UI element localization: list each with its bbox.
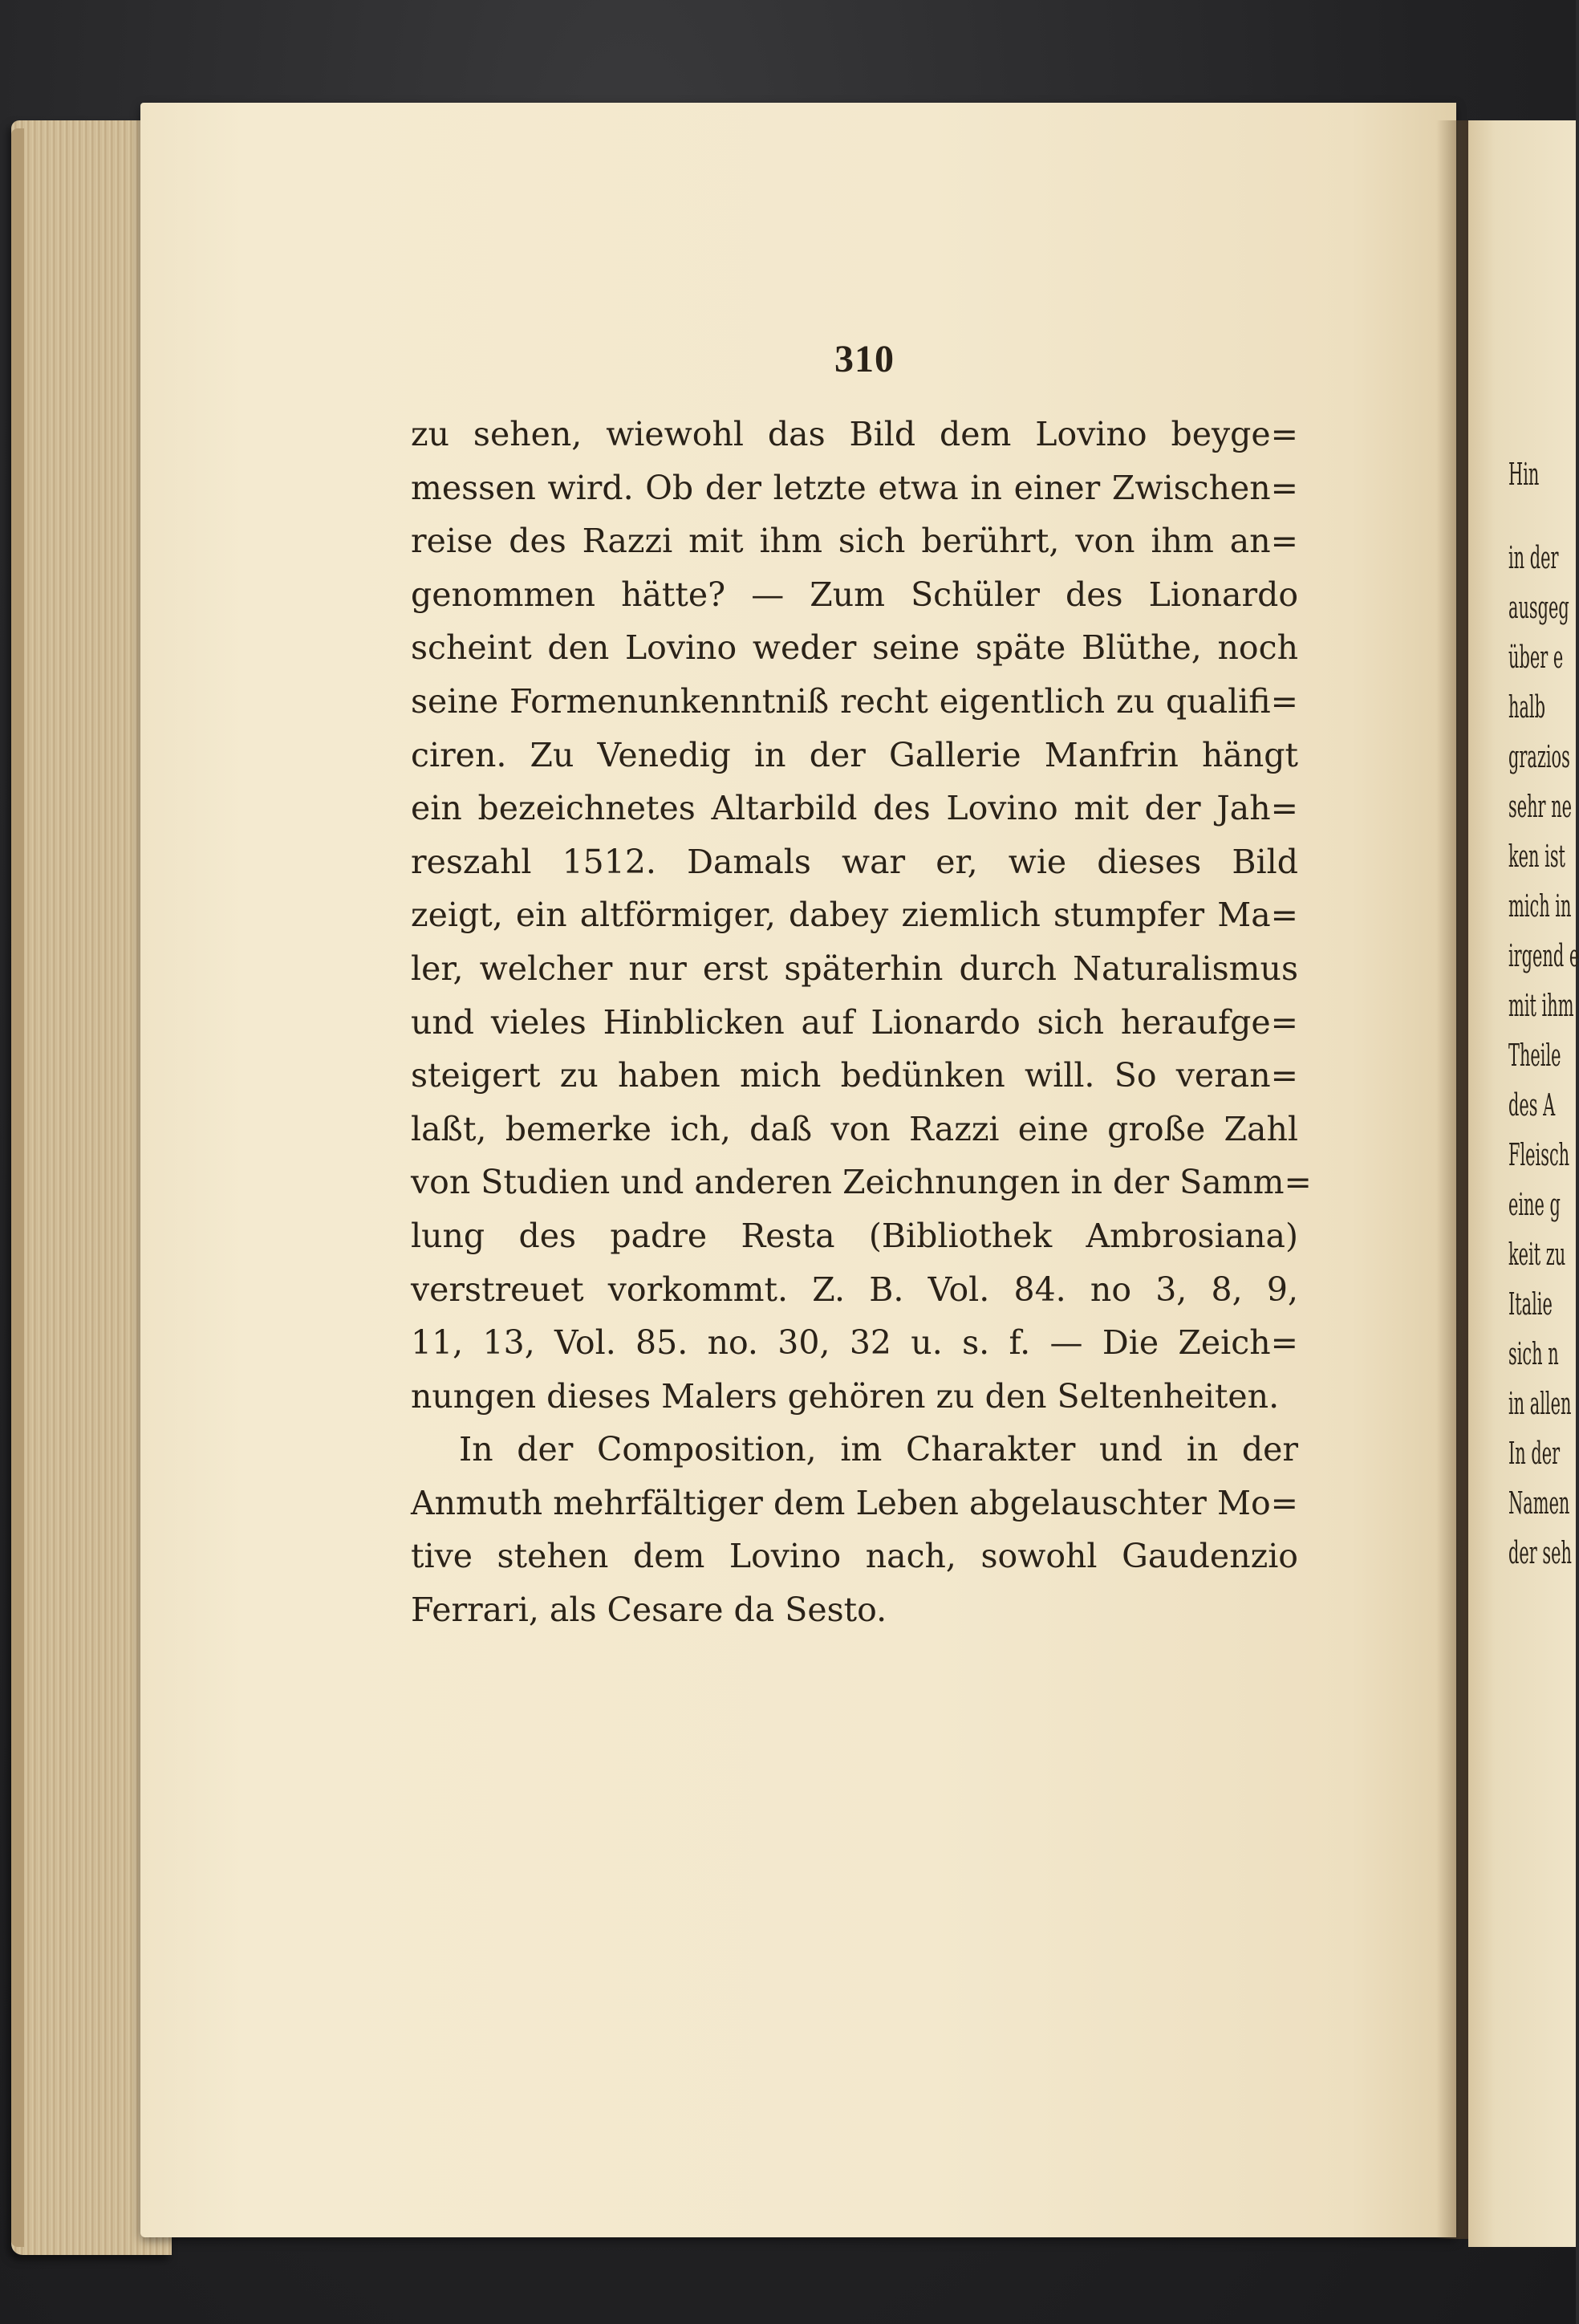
text-line: von Studien und anderen Zeichnungen in der Samm= <box>411 1163 1312 1202</box>
facing-line: in allen <box>1508 1386 1572 1421</box>
text-line: und vieles Hinblicken auf Lionardo sich heraufge= <box>411 1002 1298 1042</box>
page-edges-outer <box>11 128 24 2247</box>
body-text <box>411 408 1312 1637</box>
text-line: 11, 13, Vol. 85. no. 30, 32 u. s. f. — Die Zeich= <box>411 1323 1298 1363</box>
facing-line: ausgeg <box>1508 590 1569 625</box>
facing-line: ken ist <box>1508 839 1565 874</box>
text-line: ciren. Zu Venedig in der Gallerie Manfrin hängt <box>411 735 1298 774</box>
facing-line: über e <box>1508 640 1564 675</box>
text-line: zeigt, ein altförmiger, dabey ziemlich stumpfer Ma= <box>411 896 1298 935</box>
facing-line: der seh <box>1508 1535 1572 1570</box>
facing-line: irgend e <box>1508 938 1579 973</box>
text-line: lung des padre Resta (Bibliothek Ambrosiana) <box>411 1216 1298 1255</box>
facing-line: des A <box>1508 1087 1556 1123</box>
facing-line: In der <box>1508 1436 1561 1471</box>
text-line: Ferrari, als Cesare da Sesto. <box>411 1591 887 1630</box>
text-line: ein bezeichnetes Altarbild des Lovino mit der Jah= <box>411 789 1298 828</box>
facing-line: keit zu <box>1508 1237 1566 1272</box>
text-line: genommen hätte? — Zum Schüler des Lionardo <box>411 575 1298 614</box>
text-line: laßt, bemerke ich, daß von Razzi eine große Zahl <box>411 1109 1298 1148</box>
facing-page-text <box>1508 417 1579 1578</box>
text-line: tive stehen dem Lovino nach, sowohl Gaudenzio <box>411 1537 1298 1576</box>
facing-line: Italie <box>1508 1286 1553 1322</box>
facing-line: eine g <box>1508 1187 1561 1222</box>
facing-line: in der <box>1508 540 1559 575</box>
facing-line: Namen <box>1508 1485 1570 1521</box>
text-line: reise des Razzi mit ihm sich berührt, von ihm an= <box>411 522 1298 561</box>
text-line: seine Formenunkenntniß recht eigentlich zu qualifi= <box>411 681 1298 721</box>
text-line: messen wird. Ob der letzte etwa in einer Zwischen= <box>411 468 1298 507</box>
text-line: reszahl 1512. Damals war er, wie dieses Bild <box>411 842 1298 881</box>
book-gutter <box>1436 120 1468 2239</box>
facing-line: halb <box>1508 689 1545 725</box>
text-line: steigert zu haben mich bedünken will. So veran= <box>411 1056 1298 1095</box>
page-number: 310 <box>834 338 895 380</box>
facing-line: mit ihm <box>1508 988 1574 1023</box>
paragraph-start-line: In der Composition, im Charakter und in der <box>459 1430 1298 1469</box>
facing-line: Fleisch <box>1508 1137 1570 1172</box>
text-line: ler, welcher nur erst späterhin durch Naturalismus <box>411 949 1298 988</box>
facing-line: sich n <box>1508 1336 1559 1371</box>
facing-line: Hin <box>1508 457 1540 492</box>
text-line: verstreuet vorkommt. Z. B. Vol. 84. no 3, 8, 9, <box>411 1270 1298 1309</box>
facing-line: sehr ne <box>1508 789 1573 824</box>
text-line: Anmuth mehrfältiger dem Leben abgelauschter Mo= <box>411 1483 1298 1522</box>
facing-line: Theile <box>1508 1038 1561 1073</box>
facing-line: mich in <box>1508 888 1572 924</box>
text-line: scheint den Lovino weder seine späte Blüthe, noch <box>411 628 1298 668</box>
facing-line: grazios <box>1508 739 1570 774</box>
text-line: zu sehen, wiewohl das Bild dem Lovino beyge= <box>411 415 1298 453</box>
text-line: nungen dieses Malers gehören zu den Seltenheiten. <box>411 1376 1280 1416</box>
